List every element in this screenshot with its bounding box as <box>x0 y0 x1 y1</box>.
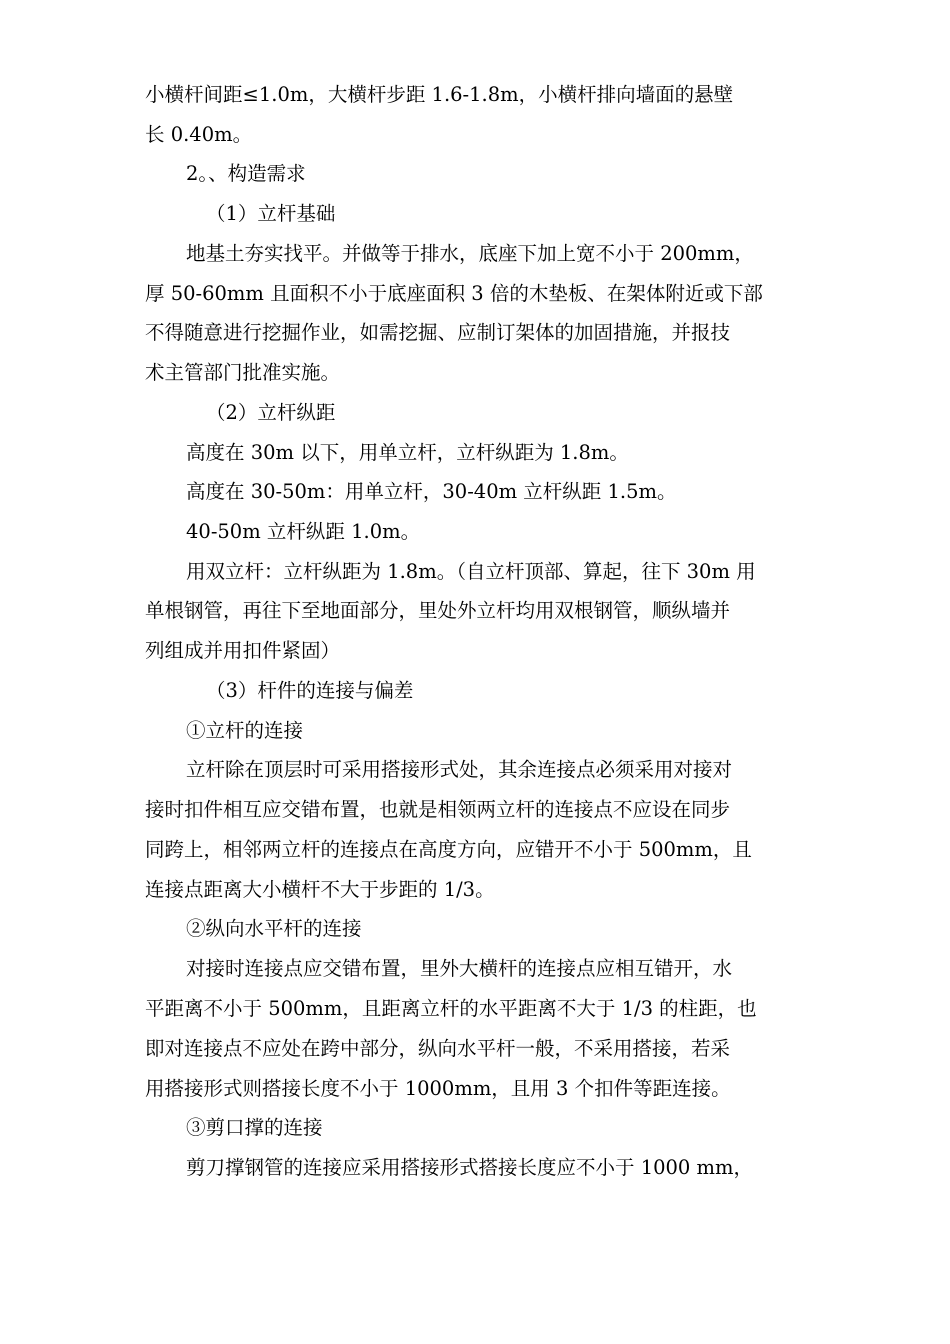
body-text-line: 接时扣件相互应交错布置，也就是相领两立杆的连接点不应设在同步 <box>145 798 731 821</box>
body-text-line: 单根钢管，再往下至地面部分，里处外立杆均用双根钢管，顺纵墙并 <box>145 599 731 622</box>
body-text-line: 长 0.40m。 <box>145 123 253 146</box>
body-text-line: 术主管部门批准实施。 <box>145 361 341 384</box>
body-text-line: 列组成并用扣件紧固） <box>145 639 341 662</box>
body-text-line: 连接点距离大小横杆不大于步距的 1/3。 <box>145 878 495 901</box>
body-text-line: 厚 50-60mm 且面积不小于底座面积 3 倍的木垫板、在架体附近或下部 <box>145 282 763 305</box>
item-heading: ③剪口撑的连接 <box>186 1116 323 1139</box>
body-text-line: 立杆除在顶层时可采用搭接形式处，其余连接点必须采用对接对 <box>186 758 733 781</box>
body-text-line: 不得随意进行挖掘作业，如需挖掘、应制订架体的加固措施，并报技 <box>145 321 731 344</box>
body-text-line: 剪刀撑钢管的连接应采用搭接形式搭接长度应不小于 1000 mm， <box>186 1156 754 1179</box>
body-text-line: 高度在 30-50m：用单立杆，30-40m 立杆纵距 1.5m。 <box>186 480 677 503</box>
body-text-line: 对接时连接点应交错布置，里外大横杆的连接点应相互错开，水 <box>186 957 733 980</box>
body-text-line: 高度在 30m 以下，用单立杆，立杆纵距为 1.8m。 <box>186 441 629 464</box>
body-text-line: 即对连接点不应处在跨中部分，纵向水平杆一般，不采用搭接，若采 <box>145 1037 731 1060</box>
subsection-heading: （1）立杆基础 <box>206 202 336 225</box>
body-text-line: 平距离不小于 500mm，且距离立杆的水平距离不大于 1/3 的柱距，也 <box>145 997 757 1020</box>
item-heading: ①立杆的连接 <box>186 719 304 742</box>
body-text-line: 小横杆间距≤1.0m，大横杆步距 1.6-1.8m，小横杆排向墙面的悬壁 <box>145 83 734 106</box>
subsection-heading: （3）杆件的连接与偏差 <box>206 679 414 702</box>
section-heading: 2。、构造需求 <box>186 162 306 185</box>
body-text-line: 40-50m 立杆纵距 1.0m。 <box>186 520 421 543</box>
body-text-line: 用搭接形式则搭接长度不小于 1000mm，且用 3 个扣件等距连接。 <box>145 1077 731 1100</box>
subsection-heading: （2）立杆纵距 <box>206 401 336 424</box>
body-text-line: 地基土夯实找平。并做等于排水，底座下加上宽不小于 200mm， <box>186 242 754 265</box>
body-text-line: 同跨上，相邻两立杆的连接点在高度方向，应错开不小于 500mm，且 <box>145 838 752 861</box>
body-text-line: 用双立杆：立杆纵距为 1.8m。（自立杆顶部、算起，往下 30m 用 <box>186 560 756 583</box>
item-heading: ②纵向水平杆的连接 <box>186 917 362 940</box>
